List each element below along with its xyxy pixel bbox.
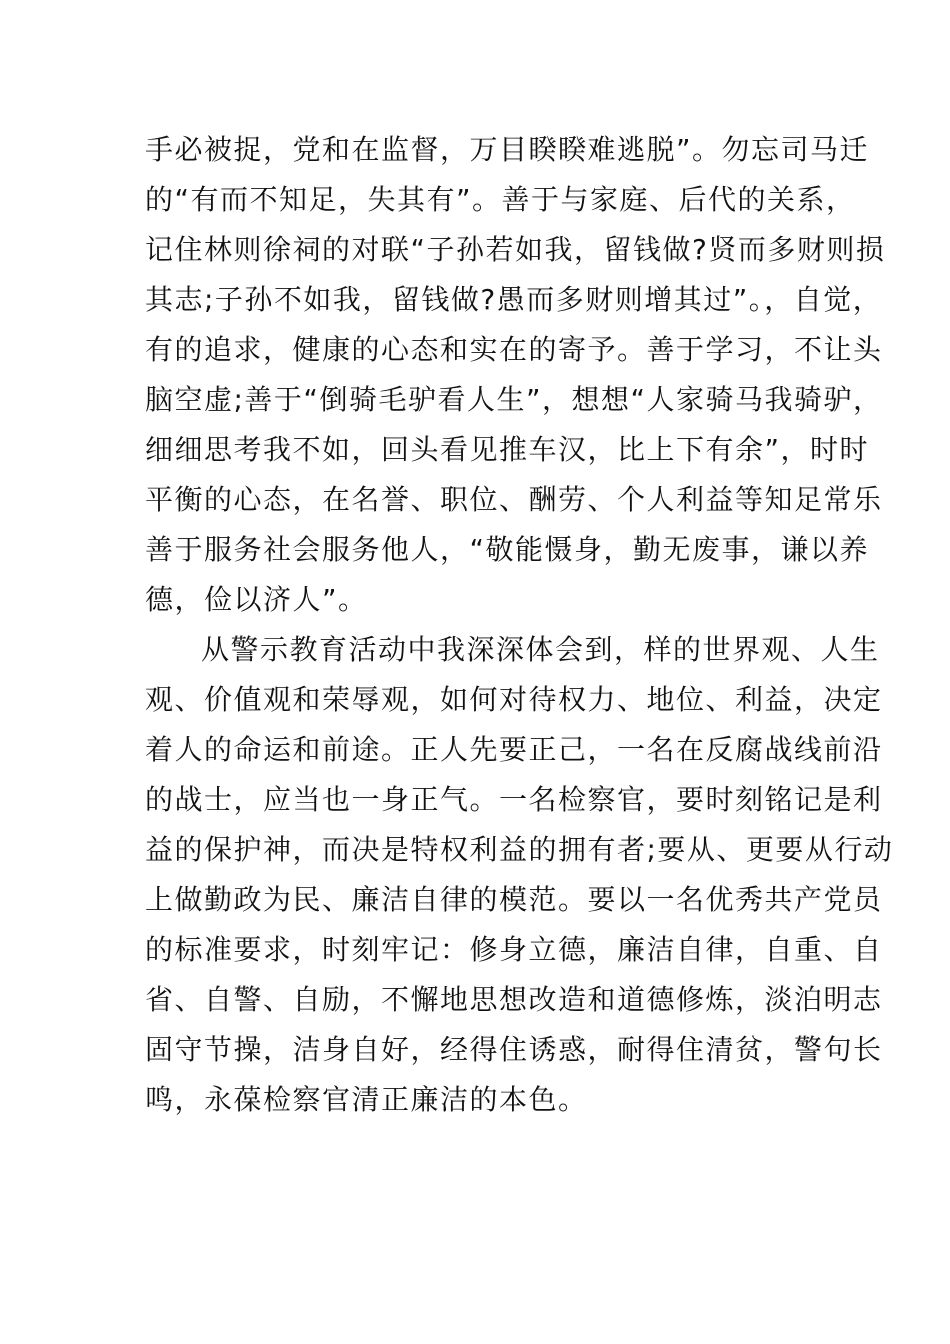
paragraph-line: 固守节操，洁身自好，经得住诱惑，耐得住清贫，警句长 [145,1033,883,1066]
paragraph-line: 善于服务社会服务他人，“敬能慑身，勤无废事，谦以养 [145,533,870,566]
paragraph-line: 的“有而不知足，失其有”。善于与家庭、后代的关系， [145,183,856,216]
document-body [145,125,894,1125]
paragraph-line: 鸣，永葆检察官清正廉洁的本色。 [145,1083,588,1116]
paragraph-line: 脑空虚;善于“倒骑毛驴看人生”，想想“人家骑马我骑驴， [145,383,883,416]
paragraph-line: 上做勤政为民、廉洁自律的模范。要以一名优秀共产党员 [145,883,883,916]
paragraph-1 [145,125,886,625]
paragraph-line: 的战士，应当也一身正气。一名检察官，要时刻铭记是利 [145,783,883,816]
paragraph-2 [145,625,894,1125]
paragraph-line: 德，俭以济人”。 [145,583,368,616]
paragraph-line: 细细思考我不如，回头看见推车汉，比上下有余”，时时 [145,433,870,466]
paragraph-line: 的标准要求，时刻牢记：修身立德，廉洁自律，自重、自 [145,933,883,966]
paragraph-line: 省、自警、自励，不懈地思想改造和道德修炼，淡泊明志 [145,983,883,1016]
paragraph-line: 有的追求，健康的心态和实在的寄予。善于学习，不让头 [145,333,883,366]
paragraph-line: 益的保护神，而决是特权利益的拥有者;要从、更要从行动 [145,833,894,866]
paragraph-line: 手必被捉，党和在监督，万目睽睽难逃脱”。勿忘司马迁 [145,133,870,166]
paragraph-line: 着人的命运和前途。正人先要正己，一名在反腐战线前沿 [145,733,883,766]
paragraph-line: 平衡的心态，在名誉、职位、酬劳、个人利益等知足常乐 [145,483,883,516]
paragraph-line: 其志;子孙不如我，留钱做?愚而多财则增其过”。，自觉， [145,283,883,316]
paragraph-line: 记住林则徐祠的对联“子孙若如我，留钱做?贤而多财则损 [145,233,886,266]
paragraph-line: 观、价值观和荣辱观，如何对待权力、地位、利益，决定 [145,683,883,716]
paragraph-line: 从警示教育活动中我深深体会到，样的世界观、人生 [201,633,880,666]
